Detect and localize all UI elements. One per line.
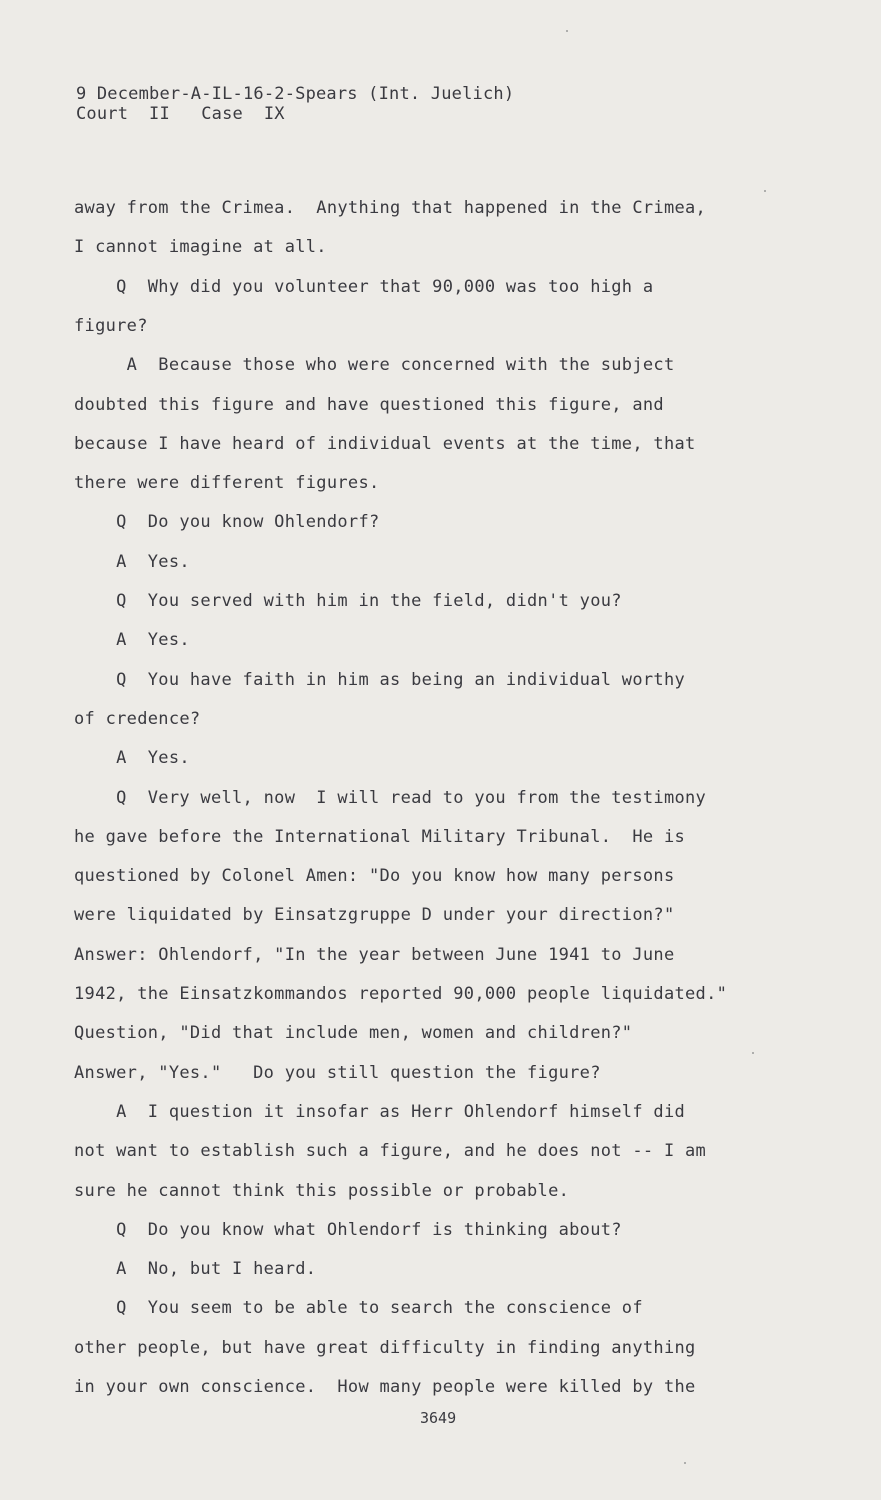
transcript-line: A I question it insofar as Herr Ohlendorf himself did <box>74 1101 686 1122</box>
header-line-2: Court II Case IX <box>76 104 285 124</box>
transcript-line: 1942, the Einsatzkommandos reported 90,000 people liquidated." <box>74 984 728 1004</box>
transcript-line: I cannot imagine at all. <box>74 237 327 258</box>
transcript-line: not want to establish such a figure, and he does not -- I am <box>74 1141 707 1162</box>
transcript-line: Q You seem to be able to search the conscience of <box>74 1298 643 1319</box>
transcript-line: Q Very well, now I will read to you from the testimony <box>74 787 707 808</box>
transcript-line: of credence? <box>74 708 201 729</box>
transcript-line: A Yes. <box>74 748 190 769</box>
scan-speck <box>752 1052 754 1054</box>
scan-speck <box>566 30 568 32</box>
transcript-line: Q Do you know Ohlendorf? <box>74 512 380 533</box>
scan-speck <box>764 190 766 192</box>
page-number: 3649 <box>420 1409 457 1427</box>
transcript-line: Q You have faith in him as being an individual worthy <box>74 669 686 690</box>
document-header <box>76 84 514 124</box>
transcript-line: A No, but I heard. <box>74 1259 317 1280</box>
transcript-line: he gave before the International Military Tribunal. He is <box>74 826 686 847</box>
transcript-line: questioned by Colonel Amen: "Do you know how many persons <box>74 866 675 887</box>
transcript-line: A Because those who were concerned with the subject <box>74 355 675 376</box>
transcript-line: were liquidated by Einsatzgruppe D under your direction?" <box>74 905 675 926</box>
transcript-line: because I have heard of individual events at the time, that <box>74 433 696 454</box>
transcript-line: figure? <box>74 315 148 336</box>
transcript-line: A Yes. <box>74 630 190 651</box>
transcript-line: Q Do you know what Ohlendorf is thinking about? <box>74 1219 622 1240</box>
transcript-line: Q Why did you volunteer that 90,000 was too high a <box>74 276 654 297</box>
transcript-line: there were different figures. <box>74 473 380 494</box>
transcript-line: sure he cannot think this possible or probable. <box>74 1180 570 1201</box>
header-line-1: 9 December-A-IL-16-2-Spears (Int. Juelich) <box>76 84 515 104</box>
transcript-line: away from the Crimea. Anything that happened in the Crimea, <box>74 198 707 218</box>
transcript-line: Answer, "Yes." Do you still question the figure? <box>74 1062 601 1083</box>
scan-speck <box>684 1462 686 1464</box>
transcript-line: Question, "Did that include men, women and children?" <box>74 1023 633 1044</box>
transcript-line: Answer: Ohlendorf, "In the year between June 1941 to June <box>74 944 675 965</box>
transcript-line: Q You served with him in the field, didn't you? <box>74 591 622 611</box>
transcript-line: in your own conscience. How many people were killed by the <box>74 1377 696 1397</box>
transcript-line: other people, but have great difficulty in finding anything <box>74 1337 696 1358</box>
transcript-line: doubted this figure and have questioned this figure, and <box>74 394 664 415</box>
transcript-line: A Yes. <box>74 551 190 572</box>
